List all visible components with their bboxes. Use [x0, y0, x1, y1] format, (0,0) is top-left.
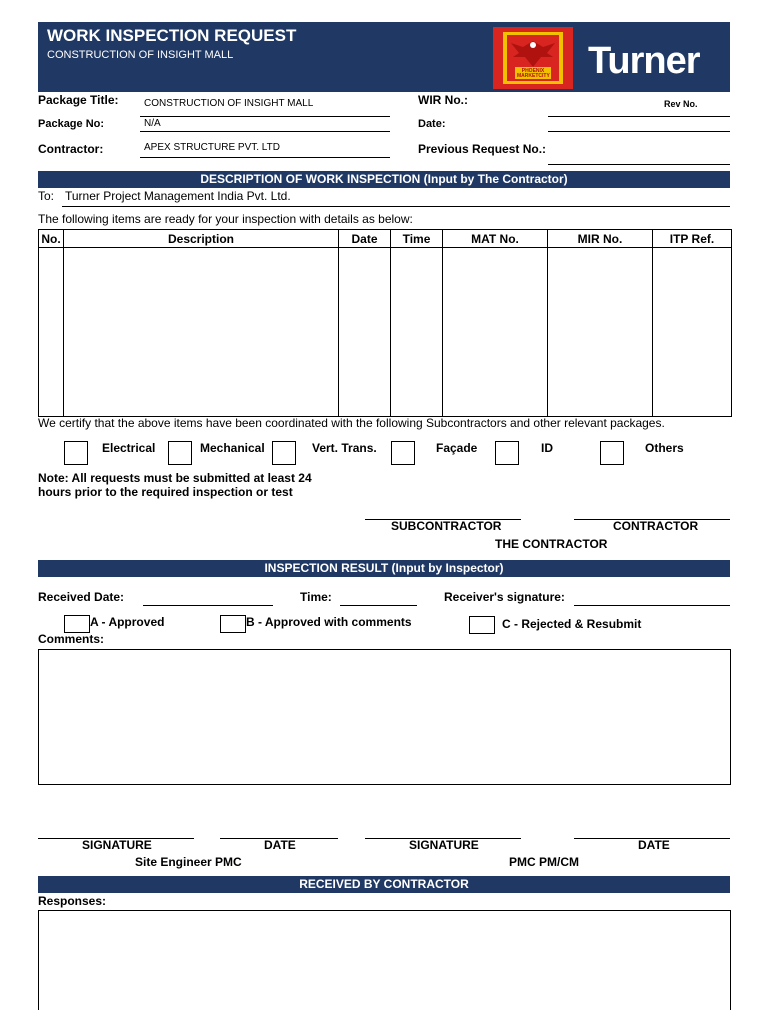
site-engineer-signature-label: SIGNATURE — [82, 838, 152, 852]
to-value: Turner Project Management India Pvt. Ltd. — [65, 189, 291, 203]
approved-checkbox[interactable] — [64, 615, 90, 633]
previous-request-field[interactable] — [548, 164, 730, 165]
column-header-time: Time — [391, 230, 443, 248]
package-title-value: CONSTRUCTION OF INSIGHT MALL — [144, 98, 314, 109]
received-date-label: Received Date: — [38, 590, 125, 604]
column-header-no: No. — [39, 230, 64, 248]
the-contractor-label: THE CONTRACTOR — [495, 537, 608, 551]
facade-label: Façade — [436, 441, 478, 455]
cell-mat-no[interactable] — [443, 248, 548, 417]
column-header-mir-no: MIR No. — [548, 230, 653, 248]
package-no-value: N/A — [144, 118, 161, 129]
cell-no[interactable] — [39, 248, 64, 417]
vert-trans-label: Vert. Trans. — [312, 441, 377, 455]
to-field[interactable] — [62, 206, 730, 207]
id-label: ID — [541, 441, 553, 455]
others-label: Others — [645, 441, 684, 455]
cell-itp-ref[interactable] — [653, 248, 732, 417]
rev-no-label: Rev No. — [664, 99, 698, 109]
table-row — [39, 248, 732, 417]
comments-label: Comments: — [38, 632, 105, 646]
turner-logo: Turner — [588, 40, 700, 82]
mechanical-checkbox[interactable] — [168, 441, 192, 465]
package-no-field[interactable] — [140, 131, 390, 132]
package-title-label: Package Title: — [38, 93, 119, 107]
description-section-header: DESCRIPTION OF WORK INSPECTION (Input by The Contractor) — [38, 171, 730, 188]
comments-box[interactable] — [38, 649, 731, 785]
note-line-1: Note: All requests must be submitted at least 24 — [38, 471, 312, 485]
inspection-section-header: INSPECTION RESULT (Input by Inspector) — [38, 560, 730, 577]
facade-checkbox[interactable] — [391, 441, 415, 465]
mechanical-label: Mechanical — [200, 441, 265, 455]
contractor-label: Contractor: — [38, 142, 104, 156]
receivers-signature-field[interactable] — [574, 605, 730, 606]
pmc-pm-cm-label: PMC PM/CM — [509, 855, 579, 869]
cell-date[interactable] — [339, 248, 391, 417]
phoenix-logo — [493, 27, 573, 89]
phoenix-logo-text: PHOENIX MARKETCITY — [517, 68, 550, 79]
package-title-field[interactable] — [140, 116, 390, 117]
received-date-field[interactable] — [143, 605, 273, 606]
previous-request-label: Previous Request No.: — [418, 142, 547, 156]
table-header-row — [39, 230, 732, 248]
responses-label: Responses: — [38, 894, 107, 908]
note-line-2: hours prior to the required inspection or test — [38, 485, 293, 499]
column-header-description: Description — [64, 230, 339, 248]
date-field[interactable] — [548, 131, 730, 132]
items-intro: The following items are ready for your inspection with details as below: — [38, 212, 413, 226]
vert-trans-checkbox[interactable] — [272, 441, 296, 465]
inspection-items-table — [38, 229, 732, 417]
column-header-itp-ref: ITP Ref. — [653, 230, 732, 248]
cell-time[interactable] — [391, 248, 443, 417]
approved-with-comments-label: B - Approved with comments — [246, 615, 412, 629]
site-engineer-pmc-label: Site Engineer PMC — [135, 855, 242, 869]
approved-with-comments-checkbox[interactable] — [220, 615, 246, 633]
site-engineer-date-label: DATE — [264, 838, 296, 852]
pmc-pm-date-label: DATE — [638, 838, 670, 852]
package-no-label: Package No: — [38, 118, 105, 130]
received-section-header: RECEIVED BY CONTRACTOR — [38, 876, 730, 893]
rejected-checkbox[interactable] — [469, 616, 495, 634]
electrical-label: Electrical — [102, 441, 156, 455]
contractor-field[interactable] — [140, 157, 390, 158]
rejected-label: C - Rejected & Resubmit — [502, 617, 642, 631]
subcontractor-label: SUBCONTRACTOR — [391, 519, 502, 533]
approved-label: A - Approved — [90, 615, 165, 629]
others-checkbox[interactable] — [600, 441, 624, 465]
wir-no-field[interactable] — [548, 116, 730, 117]
cell-description[interactable] — [64, 248, 339, 417]
date-label: Date: — [418, 118, 446, 130]
contractor-sign-label: CONTRACTOR — [613, 519, 699, 533]
cell-mir-no[interactable] — [548, 248, 653, 417]
column-header-date: Date — [339, 230, 391, 248]
time-field[interactable] — [340, 605, 417, 606]
certify-statement: We certify that the above items have been coordinated with the following Subcontractors and other relevant packages. — [38, 416, 665, 430]
contractor-value: APEX STRUCTURE PVT. LTD — [144, 142, 280, 153]
id-checkbox[interactable] — [495, 441, 519, 465]
electrical-checkbox[interactable] — [64, 441, 88, 465]
pmc-pm-signature-label: SIGNATURE — [409, 838, 479, 852]
time-label: Time: — [300, 590, 332, 604]
phoenix-bird-icon — [493, 27, 573, 89]
column-header-mat-no: MAT No. — [443, 230, 548, 248]
receivers-signature-label: Receiver's signature: — [444, 590, 565, 604]
form-subtitle: CONSTRUCTION OF INSIGHT MALL — [47, 49, 234, 61]
form-title: WORK INSPECTION REQUEST — [47, 26, 297, 45]
wir-no-label: WIR No.: — [418, 93, 468, 107]
to-label: To: — [38, 189, 55, 203]
responses-box[interactable] — [38, 910, 731, 1010]
header-banner — [38, 22, 730, 92]
